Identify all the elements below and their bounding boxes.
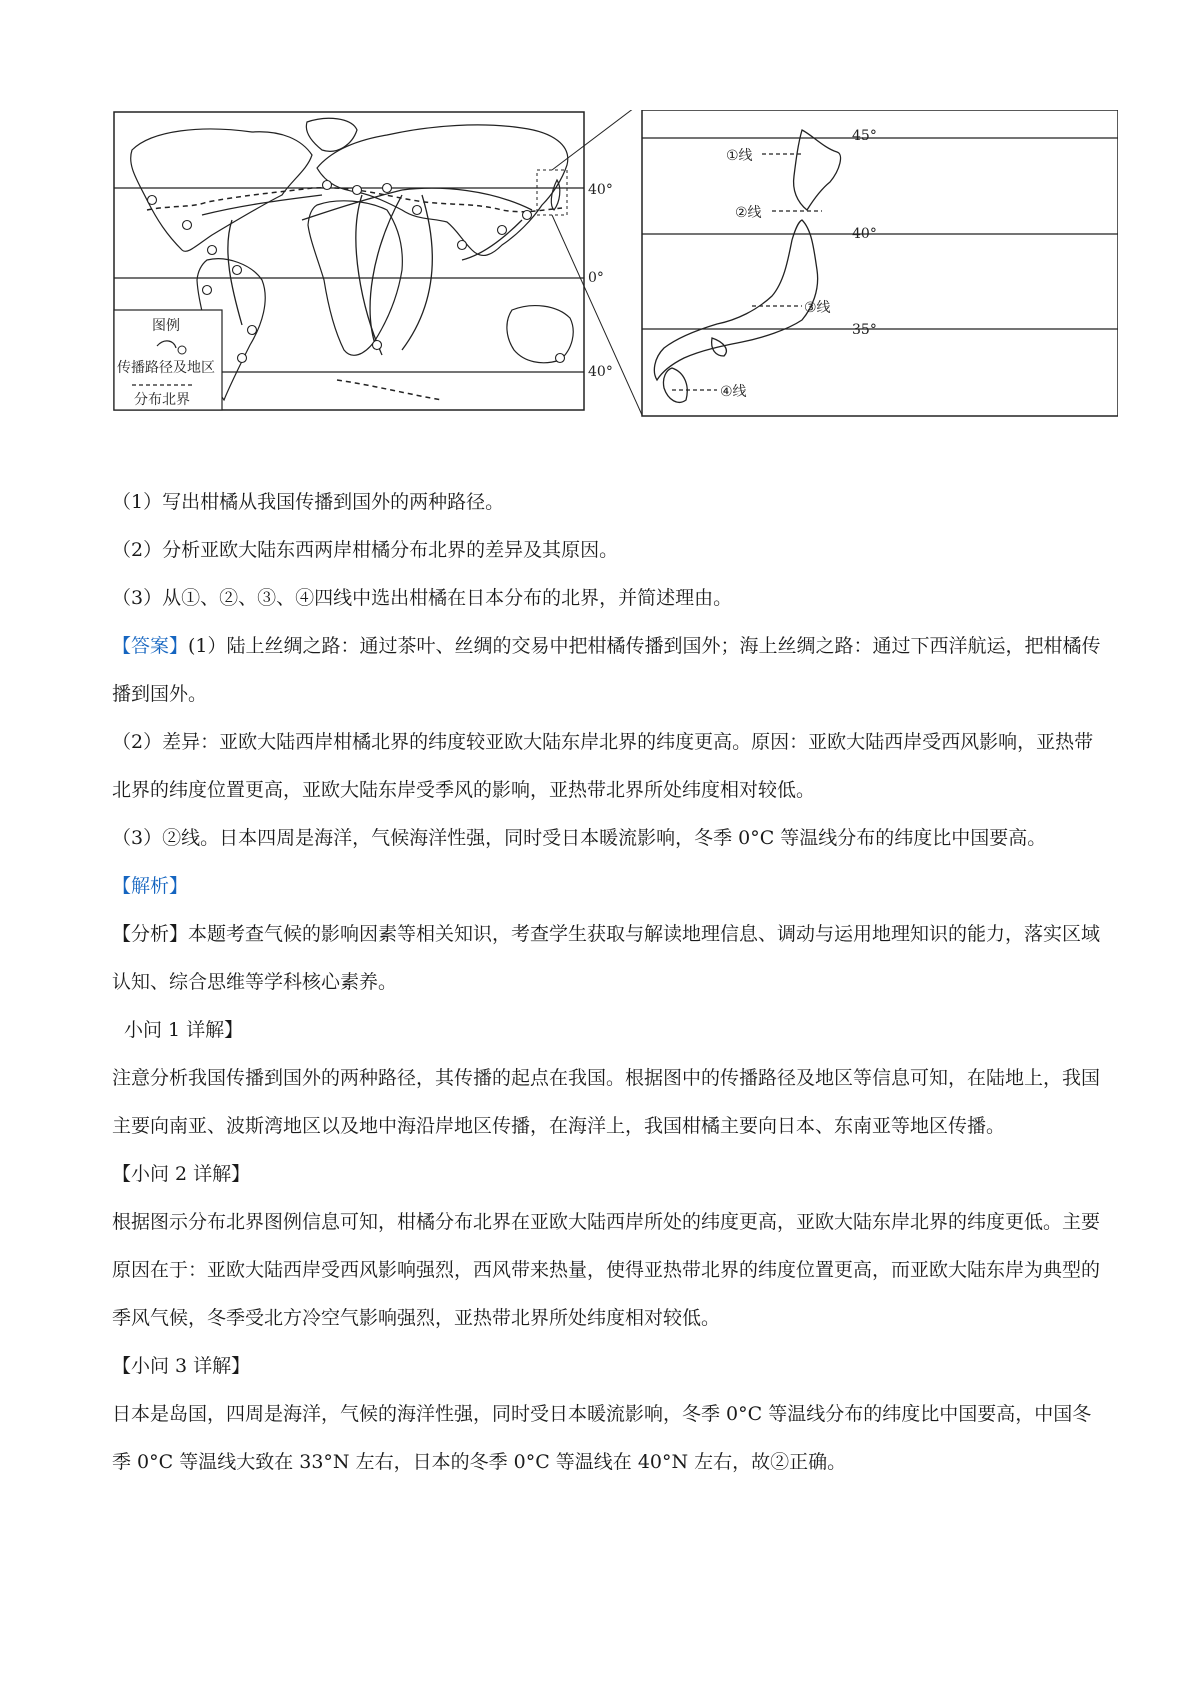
answer-tag: 【答案】 bbox=[112, 635, 189, 657]
japan-line-4-label: ④线 bbox=[720, 384, 747, 400]
document-content bbox=[112, 478, 1102, 1486]
detail-1-title: 小问 1 详解】 bbox=[124, 1019, 244, 1041]
question-2: （2）分析亚欧大陆东西两岸柑橘分布北界的差异及其原因。 bbox=[112, 539, 619, 561]
answer-1-text: (1）陆上丝绸之路：通过茶叶、丝绸的交易中把柑橘传播到国外；海上丝绸之路：通过下西洋航运，把柑橘传播到国外。 bbox=[112, 635, 1101, 705]
japan-lat-label-40: 40° bbox=[852, 226, 877, 242]
legend-boundary-label: 分布北界 bbox=[134, 392, 190, 408]
map-legend bbox=[114, 310, 222, 410]
japan-lat-label-35: 35° bbox=[852, 322, 877, 338]
citrus-distribution-map bbox=[112, 110, 1118, 462]
analysis-summary: 【分析】本题考查气候的影响因素等相关知识，考查学生获取与解读地理信息、调动与运用地理知识的能力，落实区域认知、综合思维等学科核心素养。 bbox=[112, 923, 1101, 993]
japan-line-2-label: ②线 bbox=[735, 205, 762, 221]
japan-inset-frame bbox=[642, 110, 1118, 416]
zoom-connector-top bbox=[552, 110, 642, 170]
answer-2: （2）差异：亚欧大陆西岸柑橘北界的纬度较亚欧大陆东岸北界的纬度更高。原因：亚欧大陆西岸受西风影响，亚热带北界的纬度位置更高，亚欧大陆东岸受季风的影响，亚热带北界所处纬度相对较低。 bbox=[112, 731, 1094, 801]
legend-route-label: 传播路径及地区 bbox=[117, 360, 215, 376]
answer-3: （3）②线。日本四周是海洋，气候海洋性强，同时受日本暖流影响，冬季 0°C 等温线分布的纬度比中国要高。 bbox=[112, 827, 1047, 849]
japan-lat-label-45: 45° bbox=[852, 128, 877, 144]
lat-label-equator: 0° bbox=[588, 270, 604, 286]
analysis-tag: 【解析】 bbox=[112, 875, 189, 897]
map-figure bbox=[112, 110, 1118, 462]
detail-3-title: 【小问 3 详解】 bbox=[112, 1355, 251, 1377]
lat-label-40n: 40° bbox=[588, 182, 613, 198]
question-1: （1）写出柑橘从我国传播到国外的两种路径。 bbox=[112, 491, 505, 513]
japan-line-3-label: ③线 bbox=[804, 300, 831, 316]
lat-label-40s: 40° bbox=[588, 364, 613, 380]
answer-1 bbox=[112, 622, 1102, 718]
detail-2-text: 根据图示分布北界图例信息可知，柑橘分布北界在亚欧大陆西岸所处的纬度更高，亚欧大陆东岸北界的纬度更低。主要原因在于：亚欧大陆西岸受西风影响强烈，西风带来热量，使得亚热带北界的纬度位置更高，而亚欧大陆东岸为典型的季风气候，冬季受北方冷空气影响强烈，亚热带北界所处纬度相对较低。 bbox=[112, 1211, 1101, 1329]
zoom-connector-bottom bbox=[552, 215, 642, 415]
japan-line-1-label: ①线 bbox=[726, 148, 753, 164]
detail-1-text: 注意分析我国传播到国外的两种路径，其传播的起点在我国。根据图中的传播路径及地区等信息可知，在陆地上，我国主要向南亚、波斯湾地区以及地中海沿岸地区传播，在海洋上，我国柑橘主要向日本、东南亚等地区传播。 bbox=[112, 1067, 1101, 1137]
legend-title: 图例 bbox=[152, 318, 180, 334]
detail-2-title: 【小问 2 详解】 bbox=[112, 1163, 251, 1185]
legend-citrus-icon bbox=[178, 346, 186, 354]
question-3: （3）从①、②、③、④四线中选出柑橘在日本分布的北界，并简述理由。 bbox=[112, 587, 733, 609]
detail-3-text: 日本是岛国，四周是海洋，气候的海洋性强，同时受日本暖流影响，冬季 0°C 等温线分布的纬度比中国要高，中国冬季 0°C 等温线大致在 33°N 左右，日本的冬季 0°C 等温线在 40°N 左右，故②正确。 bbox=[112, 1403, 1092, 1473]
